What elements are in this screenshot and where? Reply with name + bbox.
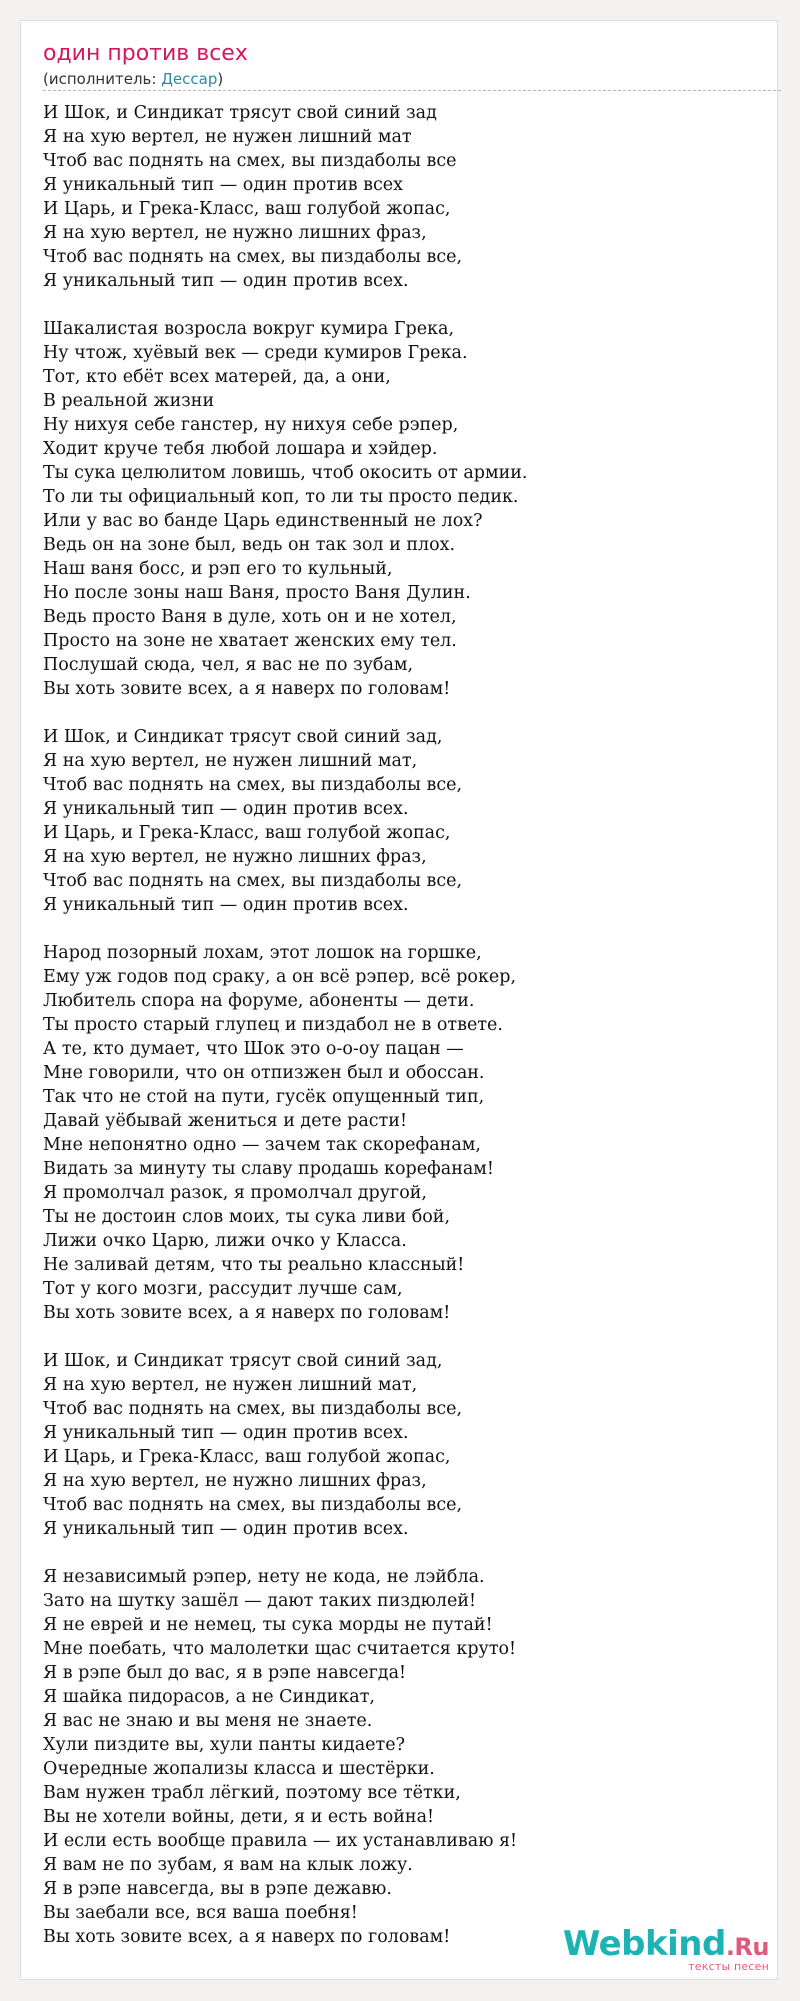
lyrics-line: Ты сука целюлитом ловишь, чтоб окосить от армии. xyxy=(43,463,528,483)
lyrics-line: Просто на зоне не хватает женских ему тел. xyxy=(43,631,457,651)
lyrics-line: Я на хую вертел, не нужен лишний мат, xyxy=(43,1375,418,1395)
lyrics-line: Ну нихуя себе ганстер, ну нихуя себе рэпер, xyxy=(43,415,459,435)
logo-tagline: тексты песен xyxy=(688,1960,769,1973)
lyrics-stanza xyxy=(43,1349,763,1541)
lyrics-line: Я уникальный тип — один против всех. xyxy=(43,799,409,819)
lyrics-line: Зато на шутку зашёл — дают таких пиздюлей! xyxy=(43,1591,477,1611)
lyrics-line: Я на хую вертел, не нужно лишних фраз, xyxy=(43,223,427,243)
artist-line xyxy=(43,70,223,88)
lyrics-stanza xyxy=(43,941,763,1325)
lyrics-line: Я в рэпе навсегда, вы в рэпе дежавю. xyxy=(43,1879,392,1899)
lyrics-line: Ведь он на зоне был, ведь он так зол и плох. xyxy=(43,535,456,555)
lyrics-line: Ходит круче тебя любой лошара и хэйдер. xyxy=(43,439,438,459)
lyrics-line: Я вас не знаю и вы меня не знаете. xyxy=(43,1711,373,1731)
lyrics-line: Лижи очко Царю, лижи очко у Класса. xyxy=(43,1231,407,1251)
lyrics-line: То ли ты официальный коп, то ли ты просто педик. xyxy=(43,487,519,507)
lyrics-line: Мне непонятно одно — зачем так скорефанам, xyxy=(43,1135,481,1155)
artist-suffix: ) xyxy=(217,70,224,88)
lyrics-line: И если есть вообще правила — их устанавливаю я! xyxy=(43,1831,518,1851)
lyrics-line: Ему уж годов под сраку, а он всё рэпер, всё рокер, xyxy=(43,967,517,987)
lyrics-line: Очередные жопализы класса и шестёрки. xyxy=(43,1759,435,1779)
lyrics-line: Чтоб вас поднять на смех, вы пиздаболы все, xyxy=(43,247,463,267)
lyrics-line: Я независимый рэпер, нету не кода, не лэйбла. xyxy=(43,1567,485,1587)
lyrics-line: Я на хую вертел, не нужно лишних фраз, xyxy=(43,1471,427,1491)
lyrics-line: Тот у кого мозги, рассудит лучше сам, xyxy=(43,1279,403,1299)
lyrics-line: И Царь, и Грека-Класс, ваш голубой жопас, xyxy=(43,1447,451,1467)
lyrics-line: Ну чтож, хуёвый век — среди кумиров Грека. xyxy=(43,343,468,363)
lyrics-line: Я уникальный тип — один против всех xyxy=(43,175,404,195)
lyrics-line: И Шок, и Синдикат трясут свой синий зад, xyxy=(43,1351,443,1371)
lyrics-line: А те, кто думает, что Шок это о-о-оу пацан — xyxy=(43,1039,464,1059)
lyrics-line: Народ позорный лохам, этот лошок на горшке, xyxy=(43,943,482,963)
lyrics-body xyxy=(43,101,763,1973)
artist-link[interactable]: Дессар xyxy=(161,70,218,88)
lyrics-line: Я уникальный тип — один против всех. xyxy=(43,271,409,291)
lyrics-line: Чтоб вас поднять на смех, вы пиздаболы все, xyxy=(43,1399,463,1419)
lyrics-line: Хули пиздите вы, хули панты кидаете? xyxy=(43,1735,405,1755)
artist-prefix: (исполнитель: xyxy=(43,70,162,88)
lyrics-line: Я промолчал разок, я промолчал другой, xyxy=(43,1183,427,1203)
lyrics-line: Чтоб вас поднять на смех, вы пиздаболы все, xyxy=(43,871,463,891)
lyrics-card xyxy=(20,20,778,1980)
lyrics-line: Я уникальный тип — один против всех. xyxy=(43,895,409,915)
lyrics-line: Или у вас во банде Царь единственный не лох? xyxy=(43,511,483,531)
lyrics-line: Послушай сюда, чел, я вас не по зубам, xyxy=(43,655,414,675)
site-logo[interactable] xyxy=(562,1924,769,1973)
song-title: один против всех xyxy=(43,41,248,66)
lyrics-line: И Царь, и Грека-Класс, ваш голубой жопас, xyxy=(43,823,451,843)
lyrics-line: Чтоб вас поднять на смех, вы пиздаболы все xyxy=(43,151,457,171)
lyrics-line: Вам нужен трабл лёгкий, поэтому все тётки, xyxy=(43,1783,461,1803)
lyrics-line: Вы заебали все, вся ваша поебня! xyxy=(43,1903,358,1923)
lyrics-line: Мне поебать, что малолетки щас считается круто! xyxy=(43,1639,517,1659)
lyrics-line: Я в рэпе был до вас, я в рэпе навсегда! xyxy=(43,1663,407,1683)
lyrics-line: И Шок, и Синдикат трясут свой синий зад, xyxy=(43,727,443,747)
header-divider xyxy=(43,90,781,91)
lyrics-line: В реальной жизни xyxy=(43,391,215,411)
lyrics-line: Так что не стой на пути, гусёк опущенный тип, xyxy=(43,1087,485,1107)
lyrics-line: Ведь просто Ваня в дуле, хоть он и не хотел, xyxy=(43,607,457,627)
lyrics-line: И Царь, и Грека-Класс, ваш голубой жопас, xyxy=(43,199,451,219)
lyrics-line: Ты не достоин слов моих, ты сука ливи бой, xyxy=(43,1207,451,1227)
lyrics-line: Вы хоть зовите всех, а я наверх по головам! xyxy=(43,679,451,699)
lyrics-line: Я не еврей и не немец, ты сука морды не путай! xyxy=(43,1615,493,1635)
lyrics-stanza xyxy=(43,725,763,917)
lyrics-line: Давай уёбывай жениться и дете расти! xyxy=(43,1111,407,1131)
lyrics-line: Я на хую вертел, не нужен лишний мат xyxy=(43,127,412,147)
lyrics-line: Чтоб вас поднять на смех, вы пиздаболы все, xyxy=(43,775,463,795)
lyrics-line: Я уникальный тип — один против всех. xyxy=(43,1519,409,1539)
lyrics-line: Наш ваня босс, и рэп его то кульный, xyxy=(43,559,393,579)
lyrics-line: Чтоб вас поднять на смех, вы пиздаболы все, xyxy=(43,1495,463,1515)
lyrics-line: Я на хую вертел, не нужен лишний мат, xyxy=(43,751,418,771)
lyrics-line: Но после зоны наш Ваня, просто Ваня Дулин. xyxy=(43,583,471,603)
lyrics-line: Любитель спора на форуме, абоненты — дети. xyxy=(43,991,475,1011)
logo-tld: .Ru xyxy=(725,1933,769,1961)
lyrics-line: Мне говорили, что он отпизжен был и обоссан. xyxy=(43,1063,485,1083)
lyrics-line: Вы хоть зовите всех, а я наверх по головам! xyxy=(43,1927,451,1947)
logo-name: Webkind xyxy=(562,1924,726,1964)
lyrics-line: Я на хую вертел, не нужно лишних фраз, xyxy=(43,847,427,867)
lyrics-stanza xyxy=(43,101,763,293)
lyrics-line: Видать за минуту ты славу продашь корефанам! xyxy=(43,1159,494,1179)
lyrics-line: Я уникальный тип — один против всех. xyxy=(43,1423,409,1443)
lyrics-line: Ты просто старый глупец и пиздабол не в ответе. xyxy=(43,1015,503,1035)
lyrics-stanza xyxy=(43,317,763,701)
lyrics-line: Не заливай детям, что ты реально классный! xyxy=(43,1255,465,1275)
lyrics-stanza xyxy=(43,1565,763,1949)
lyrics-line: Вы хоть зовите всех, а я наверх по головам! xyxy=(43,1303,451,1323)
lyrics-line: Шакалистая возросла вокруг кумира Грека, xyxy=(43,319,455,339)
lyrics-line: И Шок, и Синдикат трясут свой синий зад xyxy=(43,103,437,123)
lyrics-line: Я шайка пидорасов, а не Синдикат, xyxy=(43,1687,375,1707)
lyrics-line: Вы не хотели войны, дети, я и есть война! xyxy=(43,1807,435,1827)
lyrics-line: Я вам не по зубам, я вам на клык ложу. xyxy=(43,1855,413,1875)
lyrics-line: Тот, кто ебёт всех матерей, да, а они, xyxy=(43,367,391,387)
